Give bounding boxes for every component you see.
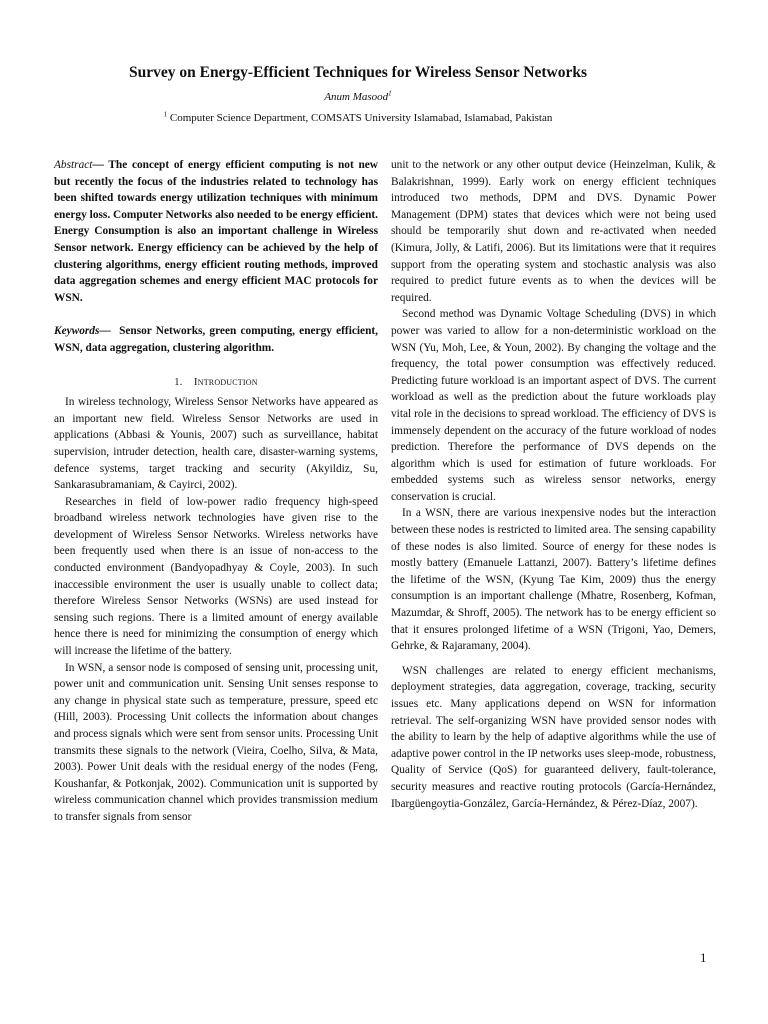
abstract-text: The concept of energy efficient computing is not new but recently the focus of the industries related to technology has been shifted towards energy utilization techniques with minimum energy loss. Computer Networks also needed to be energy efficient. Energy Consumption is also an important challenge in Wireless Sensor network. Energy efficiency can be achieved by the help of clustering algorithms, energy efficient routing methods, improved data aggregation schemes and energy efficient MAC protocols for WSN. xyxy=(54,159,378,304)
section-number: 1. xyxy=(174,376,183,388)
paper-title: Survey on Energy-Efficient Techniques for Wireless Sensor Networks xyxy=(129,64,587,81)
paragraph: Second method was Dynamic Voltage Scheduling (DVS) in which power was varied to allow for a non-deterministic workload on the WSN (Yu, Moh, Lee, & Youn, 2002). By changing the voltage and the frequency, the total power consumption was effectively reduced. Predicting future workload is an important aspect of DVS. The current workload as well as the prediction about the future workloads play vital role in the decisions to spread workload. The efficiency of DVS is immensely dependent on the accuracy of the future workload of nodes prediction. Therefore the performance of DVS depends on the algorithm which is used for estimation of future workloads. For embedded systems such as wireless sensor networks, energy conservation is crucial. xyxy=(391,308,716,503)
keywords-text: Sensor Networks, green computing, energy efficient, WSN, data aggregation, clustering algorithm. xyxy=(54,325,378,354)
left-column xyxy=(54,157,378,826)
paragraph: unit to the network or any other output device (Heinzelman, Kulik, & Balakrishnan, 1999). Early work on energy efficient techniques introduced two methods, DPM and DVS. Dynamic Power Management (DPM) states that devices which were not being used should be temporarily shut down and re-activated when needed (Kimura, Jolly, & Latifi, 2006). But its limitations were that it requires support from the operating system and stochastic analysis was also required to predict future events as to when the devices will be required. xyxy=(391,159,716,304)
affiliation-line xyxy=(0,112,716,124)
author-name: Anum Masood xyxy=(324,91,389,103)
affiliation-superscript: 1 xyxy=(163,110,168,119)
keywords-dash: — xyxy=(99,325,111,338)
abstract-label: Abstract xyxy=(54,159,93,171)
affiliation-text: Computer Science Department, COMSATS University Islamabad, Islamabad, Pakistan xyxy=(169,112,553,124)
abstract-dash: — xyxy=(92,159,104,171)
page-number: 1 xyxy=(700,950,707,965)
paragraph: WSN challenges are related to energy efficient mechanisms, deployment strategies, data aggregation, coverage, tracking, security issues etc. Many applications depend on WSN for information retrieval. The self-organizing WSN have provided sensor nodes with the ability to learn by the help of adaptive algorithms while the use of adaptive power control in the IP networks uses sleep-mode, robustness, Quality of Service (QoS) for guaranteed delivery, fault-tolerance, security measures and reactive routing protocols (García-Hernández, Ibargüengoytia-González, García-Hernández, & Pérez-Díaz, 2007). xyxy=(391,664,716,810)
paragraph: Researches in field of low-power radio frequency high-speed broadband wireless network technologies have given rise to the development of Wireless Sensor Networks. Wireless networks have been frequently used when there is an issue of non-access to the conducted environment (Bandyopadhyay & Coyle, 2003). In such inaccessible environment the user is usually unable to collect data; therefore Wireless Sensor Networks (WSNs) are used instead for sensing such regions. There is a limited amount of energy available hence there is need for minimizing the consumption of energy which will increase the lifetime of the battery. xyxy=(54,495,378,658)
paragraph: In WSN, a sensor node is composed of sensing unit, processing unit, power unit and communication unit. Sensing Unit senses response to any change in physical state such as temperature, pressure, speed etc (Hill, 2003). Processing Unit collects the information about changes and process signals which were sent from sensor units. Processing Unit transmits these signals to the network (Vieira, Coelho, Silva, & Mata, 2003). Power Unit deals with the residual energy of the nodes (Feng, Koushanfar, & Potkonjak, 2002). Communication unit is supported by wireless communication channel which provides transmission medium to transfer signals from sensor xyxy=(54,661,378,823)
section-heading xyxy=(54,374,378,392)
author-superscript: 1 xyxy=(388,89,392,98)
right-column xyxy=(391,157,716,812)
keywords-label: Keywords xyxy=(54,325,100,338)
keywords xyxy=(54,323,378,356)
author-line xyxy=(0,91,716,103)
abstract xyxy=(54,157,378,306)
paragraph: In wireless technology, Wireless Sensor Networks have appeared as an important new field. Wireless Sensor Networks are used in applications (Abbasi & Younis, 2007) such as surveillance, habitat supervision, intruder detection, health care, disaster-warning systems, defence systems, target tracking and security (Akyildiz, Su, Sankarasubramaniam, & Cayirci, 2002). xyxy=(54,396,378,492)
paragraph: In a WSN, there are various inexpensive nodes but the interaction between these nodes is restricted to limited area. The sensing capability of these nodes is also limited. Source of energy for these nodes is mostly battery (Emanuele Lattanzi, 2007). Battery’s lifetime defines the lifetime of the WSN, (Kyung Tae Kim, 2009) thus the energy consumption is an important challenge (Mhatre, Rosenberg, Kofman, Mazumdar, & Shroff, 2005). The network has to be energy efficient so that it ensures prolonged lifetime of a WSN (Trigoni, Yao, Demers, Gehrke, & Rajaramany, 2004). xyxy=(391,507,716,653)
section-title: Introduction xyxy=(193,375,258,388)
